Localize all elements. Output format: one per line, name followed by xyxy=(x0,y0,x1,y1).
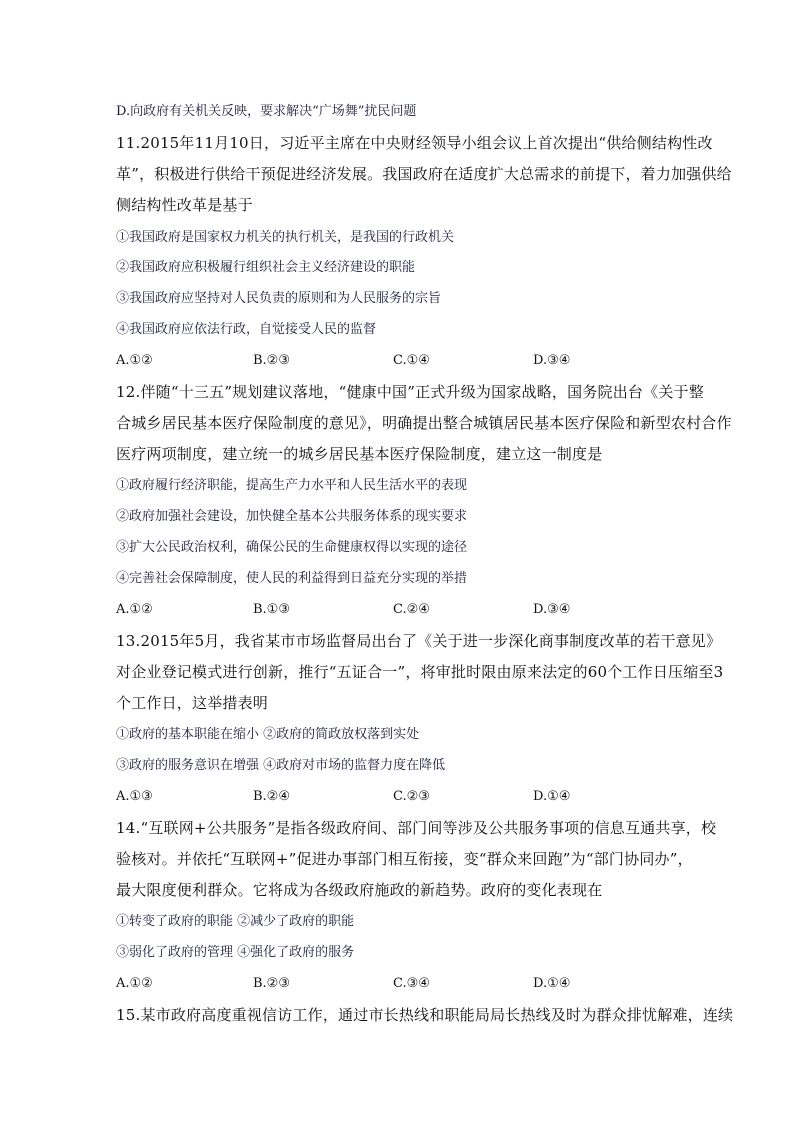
q14-statements-2: ③弱化了政府的管理 ④强化了政府的服务 xyxy=(116,945,355,960)
q11-choice-c[interactable]: C.①④ xyxy=(393,353,430,368)
q12-choice-b[interactable]: B.①③ xyxy=(253,602,290,617)
q12-stem-line-3: 医疗两项制度，建立统一的城乡居民基本医疗保险制度，建立这一制度是 xyxy=(116,445,603,463)
q12-stem-line-1: 12.伴随“十三五”规划建议落地，“健康中国”正式升级为国家战略，国务院出台《关于整 xyxy=(116,383,704,401)
q13-choice-b[interactable]: B.②④ xyxy=(253,789,290,804)
q12-statement-2: ②政府加强社会建设，加快健全基本公共服务体系的现实要求 xyxy=(116,509,468,524)
q11-choices xyxy=(116,352,676,370)
q13-choice-a[interactable]: A.①③ xyxy=(116,789,153,804)
q13-choice-c[interactable]: C.②③ xyxy=(393,789,430,804)
q11-statement-3: ③我国政府应坚持对人民负责的原则和为人民服务的宗旨 xyxy=(116,291,442,306)
q14-choice-d[interactable]: D.①④ xyxy=(533,976,571,991)
q11-choice-d[interactable]: D.③④ xyxy=(533,353,571,368)
q12-choice-c[interactable]: C.②④ xyxy=(393,602,430,617)
q14-stem-line-1: 14.“互联网+公共服务”是指各级政府间、部门间等涉及公共服务事项的信息互通共享，校 xyxy=(116,819,717,837)
q14-choice-b[interactable]: B.②③ xyxy=(253,976,290,991)
q12-statement-4: ④完善社会保障制度，使人民的利益得到日益充分实现的举措 xyxy=(116,571,468,586)
q11-statement-1: ①我国政府是国家权力机关的执行机关，是我国的行政机关 xyxy=(116,230,455,245)
q11-choice-a[interactable]: A.①② xyxy=(116,353,153,368)
q14-stem-line-3: 最大限度便利群众。它将成为各级政府施政的新趋势。政府的变化表现在 xyxy=(116,881,603,899)
q13-stem-line-3: 个工作日，这举措表明 xyxy=(116,694,269,712)
q14-choice-a[interactable]: A.①② xyxy=(116,976,153,991)
q11-choice-b[interactable]: B.②③ xyxy=(253,353,290,368)
q11-stem-line-2: 革”，积极进行供给干预促进经济发展。我国政府在适度扩大总需求的前提下，着力加强供给 xyxy=(116,165,732,183)
q12-statement-3: ③扩大公民政治权利，确保公民的生命健康权得以实现的途径 xyxy=(116,540,468,555)
q11-stem-line-1: 11.2015年11月10日，习近平主席在中央财经领导小组会议上首次提出“供给侧结构性改 xyxy=(116,134,713,152)
q13-stem-line-1: 13.2015年5月，我省某市市场监督局出台了《关于进一步深化商事制度改革的若干意见》 xyxy=(116,632,722,650)
q14-statements-1: ①转变了政府的职能 ②减少了政府的职能 xyxy=(116,914,355,929)
q14-stem-line-2: 验核对。并依托“互联网+”促进办事部门相互衔接，变“群众来回跑”为“部门协同办”， xyxy=(116,850,693,868)
q12-statement-1: ①政府履行经济职能，提高生产力水平和人民生活水平的表现 xyxy=(116,478,468,493)
q12-choice-d[interactable]: D.③④ xyxy=(533,602,571,617)
q11-statement-4: ④我国政府应依法行政，自觉接受人民的监督 xyxy=(116,322,377,337)
q13-statements-2: ③政府的服务意识在增强 ④政府对市场的监督力度在降低 xyxy=(116,758,446,773)
q11-statement-2: ②我国政府应积极履行组织社会主义经济建设的职能 xyxy=(116,260,416,275)
q13-statements-1: ①政府的基本职能在缩小 ②政府的简政放权落到实处 xyxy=(116,727,420,742)
q14-choices xyxy=(116,975,676,993)
q12-choices xyxy=(116,601,676,619)
q13-stem-line-2: 对企业登记模式进行创新，推行“五证合一”，将审批时限由原来法定的60个工作日压缩至3 xyxy=(116,663,724,681)
q15-stem-line-1: 15.某市政府高度重视信访工作，通过市长热线和职能局局长热线及时为群众排忧解难，连续 xyxy=(116,1006,734,1024)
q12-stem-line-2: 合城乡居民基本医疗保险制度的意见》，明确提出整合城镇居民基本医疗保险和新型农村合作 xyxy=(116,414,732,432)
q13-choices xyxy=(116,788,676,806)
q13-choice-d[interactable]: D.①④ xyxy=(533,789,571,804)
q11-stem-line-3: 侧结构性改革是基于 xyxy=(116,196,253,214)
q12-choice-a[interactable]: A.①② xyxy=(116,602,153,617)
q14-choice-c[interactable]: C.③④ xyxy=(393,976,430,991)
q10-option-d: D.向政府有关机关反映，要求解决“广场舞”扰民问题 xyxy=(116,104,417,119)
